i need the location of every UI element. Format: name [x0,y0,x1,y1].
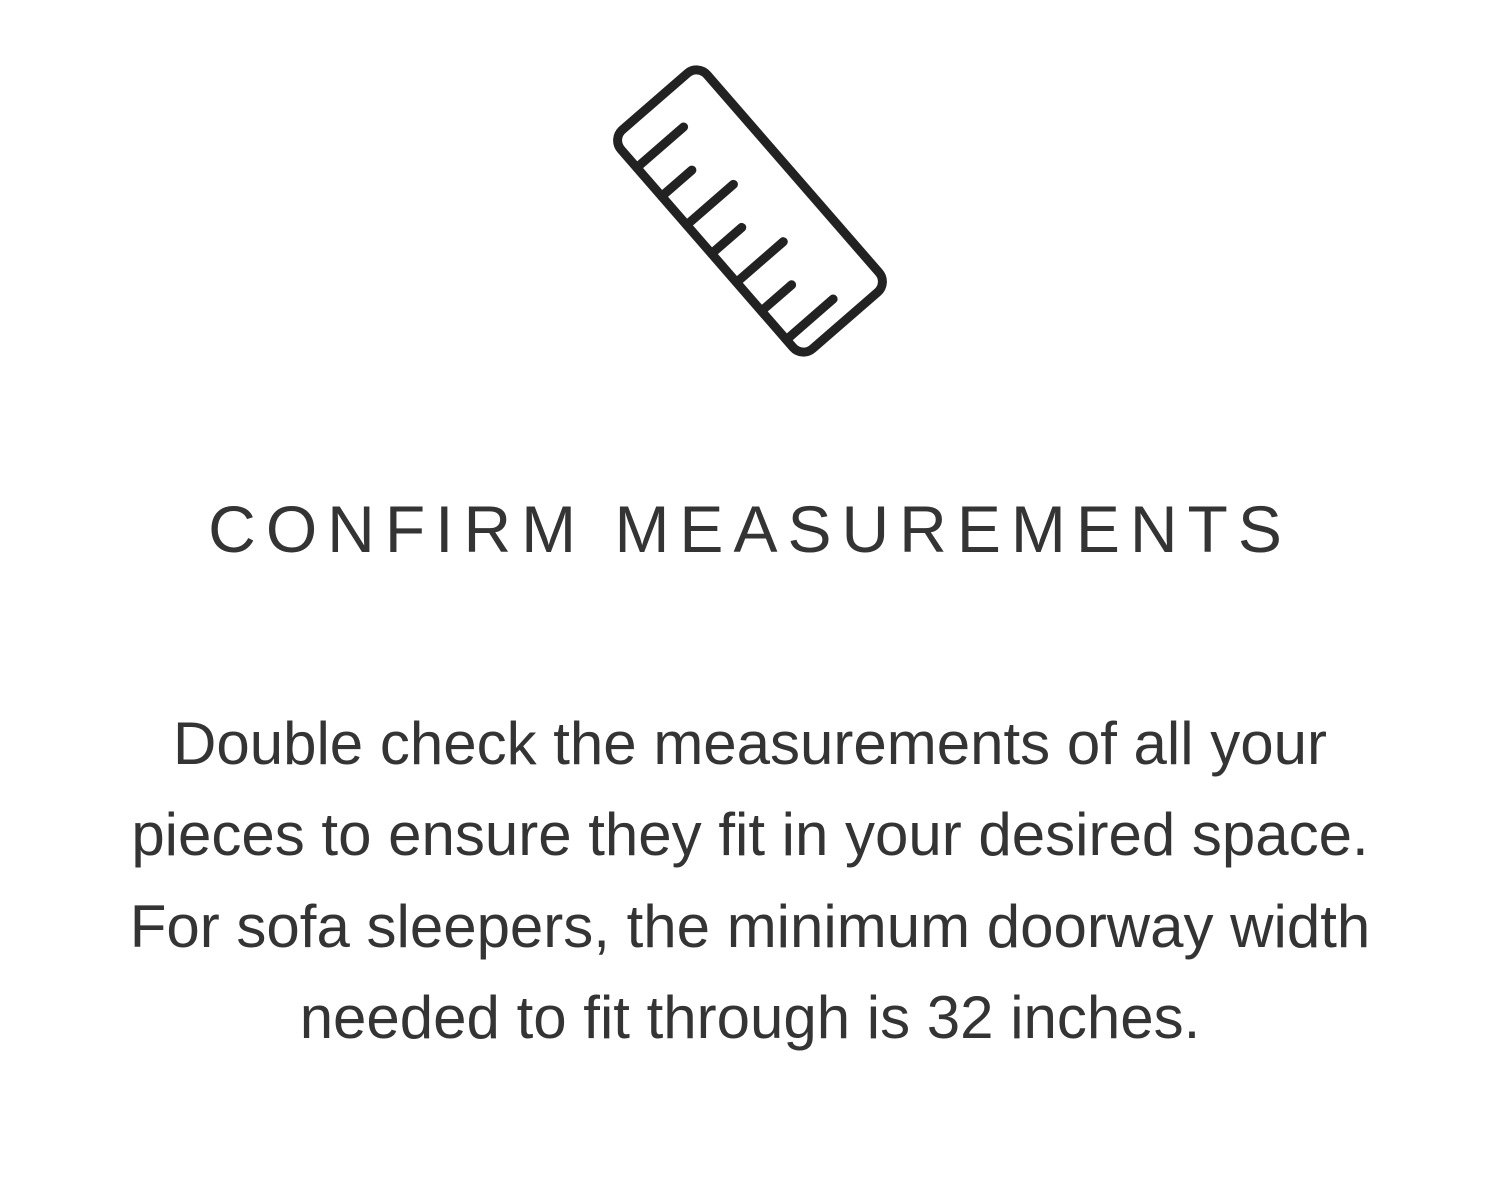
page-title: CONFIRM MEASUREMENTS [208,492,1292,566]
ruler-icon [540,46,960,376]
body-text: Double check the measurements of all your pieces to ensure they fit in your desired space. For sofa sleepers, the minimum doorway width needed to fit through is 32 inches. [129,710,1371,1051]
